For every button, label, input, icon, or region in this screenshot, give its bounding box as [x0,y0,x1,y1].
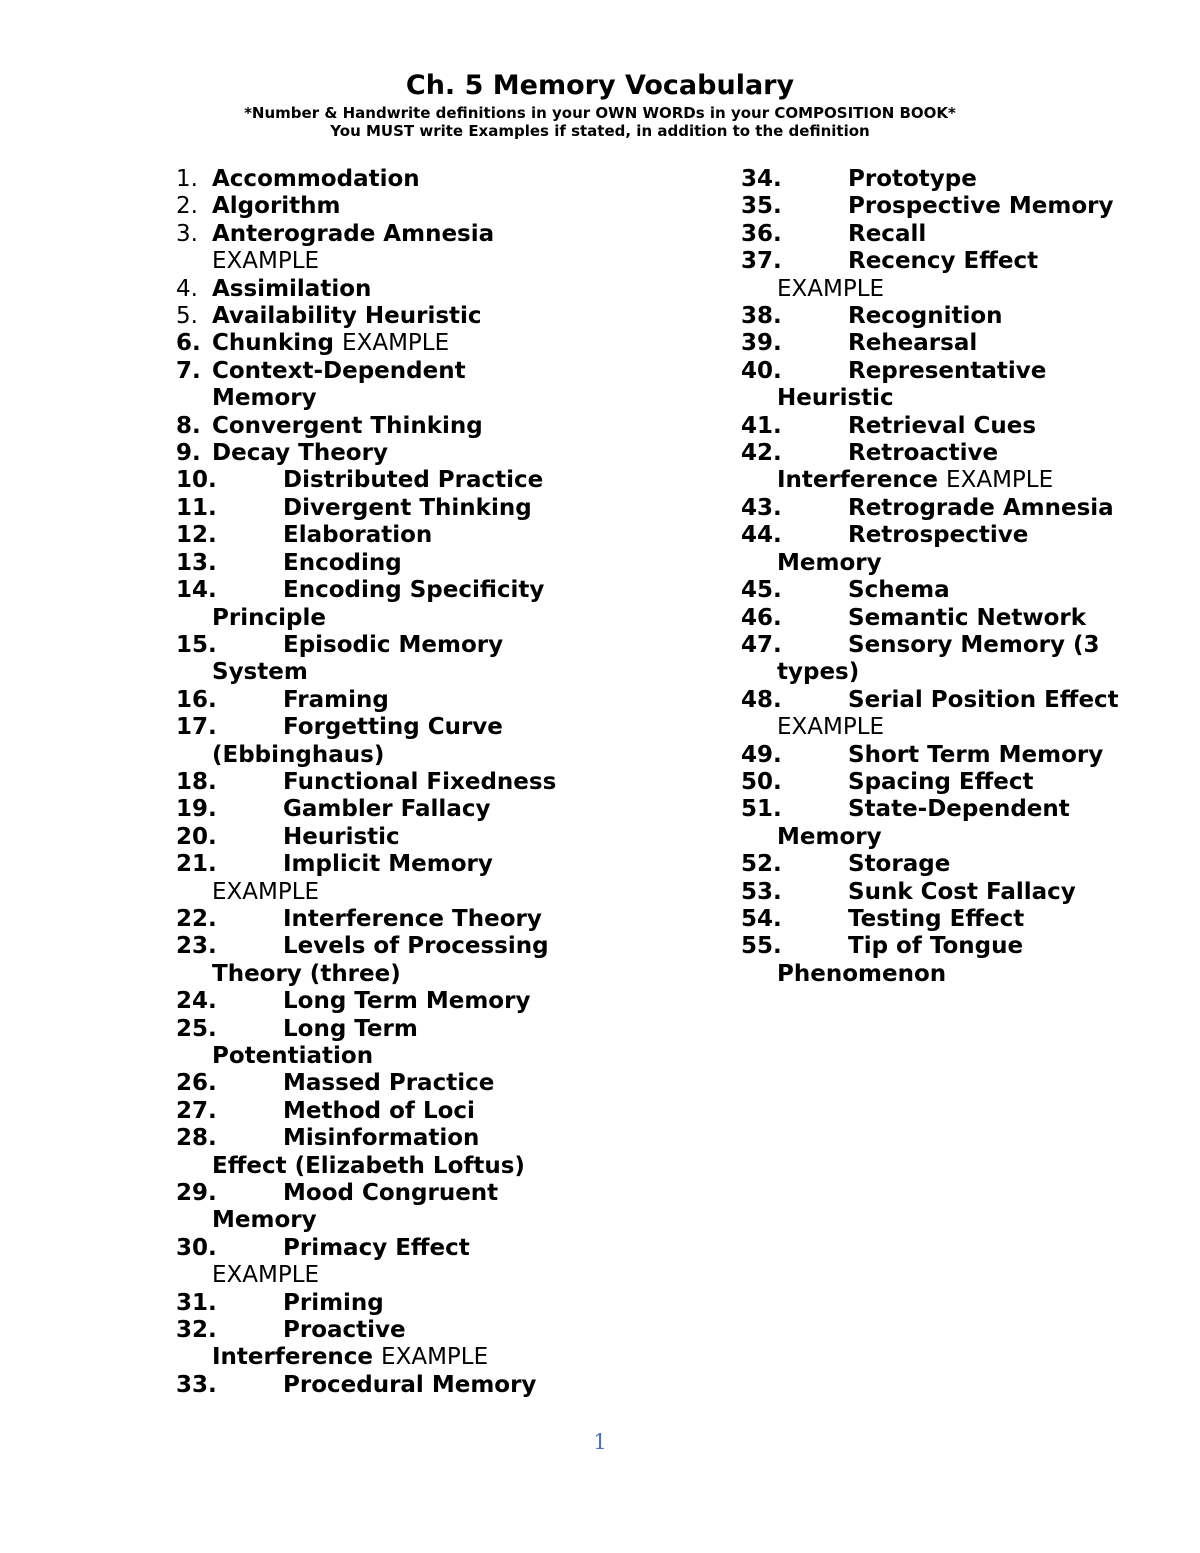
page-title: Ch. 5 Memory Vocabulary [405,70,795,101]
item-term: Prototype [848,166,977,192]
item-number: 3. [176,220,198,247]
list-item-line [176,1125,696,1152]
list-item-line [176,385,696,412]
instruction-line-1: *Number & Handwrite definitions in your OWN WORDs in your COMPOSITION BOOK* [244,104,956,122]
list-item-line [176,440,696,467]
item-number: 22. [176,905,217,932]
list-item-line [176,1207,696,1234]
item-term: State-Dependent [848,796,1070,823]
item-term: Anterograde Amnesia [212,220,495,247]
item-number: 40. [741,357,782,384]
list-item-line [741,193,1161,220]
item-term: Retrieval Cues [848,412,1037,439]
item-term: Massed Practice [283,1070,495,1097]
item-number: 51. [741,796,782,823]
item-term: Gambler Fallacy [283,796,491,823]
list-item-line [741,605,1161,632]
list-item-line [741,495,1161,522]
item-term: Assimilation [212,275,372,302]
item-number: 2. [176,193,198,220]
item-number: 36. [741,220,782,247]
item-term: Context-Dependent [212,357,466,384]
item-term: Prospective Memory [848,193,1114,220]
item-term: Proactive [283,1317,406,1344]
item-number: 1. [176,166,198,192]
item-term: Procedural Memory [283,1371,537,1398]
item-term: Algorithm [212,193,341,220]
list-item-line [176,1372,696,1399]
item-term: Primacy Effect [283,1234,470,1261]
list-item-line [741,742,1161,769]
list-item-line [741,440,1161,467]
item-term-continued: Effect (Elizabeth Loftus) [212,1152,525,1179]
item-number: 10. [176,467,217,494]
list-item-line [741,851,1161,878]
list-item-line [176,961,696,988]
example-marker: EXAMPLE [212,878,320,905]
item-term-continued: Potentiation [212,1043,374,1069]
list-item [176,413,696,440]
item-number: 27. [176,1097,217,1124]
list-item-line [176,851,696,878]
item-term-continued: System [212,659,308,686]
item-term-continued: Theory (three) [212,960,401,987]
item-number: 30. [176,1234,217,1261]
list-item-line [176,1016,696,1043]
item-term: Retrograde Amnesia [848,494,1114,521]
list-item [176,1372,696,1399]
item-number: 37. [741,248,782,275]
vocabulary-list-left [176,166,696,1399]
list-item-line [176,495,696,522]
item-number: 23. [176,933,217,960]
item-number: 55. [741,933,782,960]
item-term: Sensory Memory (3 [848,631,1100,658]
item-term: Distributed Practice [283,467,544,494]
item-number: 20. [176,823,217,850]
item-number: 43. [741,494,782,521]
example-marker: EXAMPLE [212,1262,320,1289]
item-number: 5. [176,303,198,330]
list-item [741,605,1161,632]
list-item-line [176,988,696,1015]
list-item [741,495,1161,522]
list-item [176,221,696,276]
item-number: 12. [176,522,217,549]
list-item-line [176,1153,696,1180]
list-item [176,687,696,714]
list-item-line [176,467,696,494]
item-term: Recency Effect [848,248,1039,275]
list-item [741,742,1161,769]
item-term: Convergent Thinking [212,412,483,439]
item-term: Priming [283,1289,384,1316]
list-item [741,303,1161,330]
item-number: 25. [176,1015,217,1042]
list-item-line [176,933,696,960]
list-item [176,1098,696,1125]
list-item [741,687,1161,742]
item-number: 46. [741,604,782,631]
item-term: Spacing Effect [848,768,1034,795]
item-term-continued: Memory [212,385,317,412]
list-item-line [741,358,1161,385]
list-item-line [176,796,696,823]
item-term-continued: Interference [212,1344,374,1371]
list-item-line [176,1070,696,1097]
item-number: 15. [176,631,217,658]
item-term: Serial Position Effect [848,686,1119,713]
vocabulary-list-right [741,166,1161,988]
list-item-line [176,193,696,220]
list-item [741,193,1161,220]
list-item-line [741,385,1161,412]
example-marker: EXAMPLE [381,1344,489,1371]
list-item-line [741,166,1161,193]
list-item [176,824,696,851]
item-number: 52. [741,851,782,878]
item-number: 35. [741,193,782,220]
item-term: Episodic Memory [283,631,504,658]
item-term: Sunk Cost Fallacy [848,878,1076,905]
list-item-line [741,824,1161,851]
item-number: 45. [741,577,782,604]
list-item-line [176,1098,696,1125]
list-item [741,632,1161,687]
item-number: 32. [176,1317,217,1344]
item-number: 50. [741,768,782,795]
list-item-line [741,714,1161,741]
item-number: 53. [741,878,782,905]
item-term-continued: Memory [212,1207,317,1234]
item-term: Forgetting Curve [283,714,503,741]
item-term: Retrospective [848,522,1029,549]
item-term: Long Term Memory [283,988,531,1015]
list-item-line [741,577,1161,604]
list-item-line [176,522,696,549]
item-term: Rehearsal [848,330,978,357]
list-item [176,467,696,494]
list-item-line [176,605,696,632]
list-item [741,330,1161,357]
item-term-continued: (Ebbinghaus) [212,741,385,768]
item-number: 14. [176,577,217,604]
item-term: Divergent Thinking [283,494,532,521]
list-item-line [176,824,696,851]
item-term: Implicit Memory [283,851,493,878]
list-item-line [176,1317,696,1344]
list-item-line [176,906,696,933]
item-number: 34. [741,166,782,192]
item-number: 28. [176,1125,217,1152]
list-item-line [741,659,1161,686]
item-number: 39. [741,330,782,357]
list-item-line [176,1290,696,1317]
item-term: Misinformation [283,1125,480,1152]
list-item [741,440,1161,495]
item-term: Recall [848,220,927,247]
list-item-line [741,632,1161,659]
item-term: Recognition [848,303,1003,330]
item-number: 9. [176,440,201,467]
example-marker: EXAMPLE [342,330,450,357]
list-item [741,248,1161,303]
item-term: Short Term Memory [848,741,1104,768]
item-term: Framing [283,686,389,713]
list-item-line [176,358,696,385]
list-item [176,330,696,357]
list-item-line [176,276,696,303]
list-item-line [176,879,696,906]
item-number: 16. [176,686,217,713]
list-item-line [741,906,1161,933]
list-item-line [741,522,1161,549]
item-number: 19. [176,796,217,823]
list-item [741,221,1161,248]
list-item [176,906,696,933]
list-item-line [176,687,696,714]
list-item-line [176,330,696,357]
item-term: Storage [848,851,951,878]
list-item-line [176,413,696,440]
item-number: 54. [741,905,782,932]
item-number: 7. [176,357,201,384]
list-item [741,906,1161,933]
list-item [176,1235,696,1290]
list-item-line [176,1262,696,1289]
example-marker: EXAMPLE [777,275,885,302]
list-item-line [741,961,1161,988]
list-item [741,851,1161,878]
list-item [741,522,1161,577]
list-item [176,276,696,303]
list-item [176,440,696,467]
item-term: Chunking [212,330,335,357]
list-item-line [176,714,696,741]
item-term: Decay Theory [212,440,388,467]
list-item-line [176,659,696,686]
list-item [176,769,696,796]
list-item [741,166,1161,193]
item-number: 42. [741,440,782,467]
list-item [176,1317,696,1372]
example-marker: EXAMPLE [212,248,320,275]
item-number: 44. [741,522,782,549]
list-item [741,577,1161,604]
page-number: 1 [593,1430,607,1454]
list-item [176,1016,696,1071]
list-item [176,933,696,988]
list-item-line [176,769,696,796]
list-item [176,851,696,906]
list-item-line [741,276,1161,303]
item-number: 38. [741,303,782,330]
item-number: 13. [176,549,217,576]
list-item [176,358,696,413]
item-term: Schema [848,577,950,604]
item-number: 18. [176,768,217,795]
item-number: 11. [176,494,217,521]
list-item-line [741,248,1161,275]
list-item-line [741,221,1161,248]
item-number: 49. [741,741,782,768]
list-item [176,495,696,522]
item-term: Heuristic [283,823,400,850]
list-item [741,796,1161,851]
list-item [176,1125,696,1180]
list-item-line [176,166,696,193]
item-number: 29. [176,1180,217,1207]
list-item [176,988,696,1015]
item-number: 17. [176,714,217,741]
list-item-line [176,221,696,248]
list-item [741,933,1161,988]
item-term: Encoding [283,549,402,576]
list-item-line [176,550,696,577]
list-item-line [176,1235,696,1262]
list-item [176,1070,696,1097]
list-item [176,632,696,687]
list-item [176,166,696,193]
item-term: Elaboration [283,522,433,549]
list-item [176,522,696,549]
item-term: Representative [848,357,1047,384]
list-item [176,1290,696,1317]
list-item-line [741,413,1161,440]
list-item-line [176,742,696,769]
item-number: 21. [176,851,217,878]
item-term: Long Term [283,1015,418,1042]
item-term: Availability Heuristic [212,303,482,330]
list-item-line [176,632,696,659]
example-marker: EXAMPLE [946,467,1054,494]
item-number: 33. [176,1371,217,1398]
list-item [176,193,696,220]
item-term-continued: types) [777,659,860,686]
item-number: 47. [741,631,782,658]
item-number: 24. [176,988,217,1015]
list-item-line [741,330,1161,357]
item-term: Interference Theory [283,905,542,932]
list-item-line [741,550,1161,577]
item-number: 6. [176,330,201,357]
item-term-continued: Heuristic [777,385,894,412]
item-number: 31. [176,1289,217,1316]
list-item [176,714,696,769]
item-term-continued: Phenomenon [777,960,947,987]
item-term-continued: Memory [777,823,882,850]
item-term-continued: Principle [212,604,326,631]
item-term: Tip of Tongue [848,933,1024,960]
list-item [176,550,696,577]
list-item-line [741,879,1161,906]
item-term: Encoding Specificity [283,577,545,604]
item-term: Functional Fixedness [283,768,557,795]
list-item [176,1180,696,1235]
item-number: 26. [176,1070,217,1097]
item-term: Method of Loci [283,1097,475,1124]
list-item-line [741,467,1161,494]
item-term: Levels of Processing [283,933,549,960]
item-term: Semantic Network [848,604,1087,631]
item-term: Testing Effect [848,905,1025,932]
list-item-line [741,796,1161,823]
list-item-line [176,1043,696,1070]
list-item-line [176,303,696,330]
item-number: 4. [176,275,198,302]
instruction-line-2: You MUST write Examples if stated, in addition to the definition [330,122,870,140]
list-item-line [741,933,1161,960]
list-item-line [176,248,696,275]
item-term-continued: Interference [777,467,939,494]
item-number: 48. [741,686,782,713]
list-item-line [741,687,1161,714]
item-term-continued: Memory [777,549,882,576]
list-item [741,879,1161,906]
list-item [741,769,1161,796]
item-number: 8. [176,412,201,439]
list-item-line [741,303,1161,330]
item-number: 41. [741,412,782,439]
item-term: Retroactive [848,440,999,467]
list-item-line [176,577,696,604]
list-item [176,303,696,330]
list-item [741,413,1161,440]
list-item-line [741,769,1161,796]
item-term: Accommodation [212,166,420,192]
item-term: Mood Congruent [283,1180,499,1207]
list-item [176,577,696,632]
page-header [0,68,1200,140]
list-item-line [176,1344,696,1371]
list-item [741,358,1161,413]
example-marker: EXAMPLE [777,714,885,741]
list-item [176,796,696,823]
list-item-line [176,1180,696,1207]
